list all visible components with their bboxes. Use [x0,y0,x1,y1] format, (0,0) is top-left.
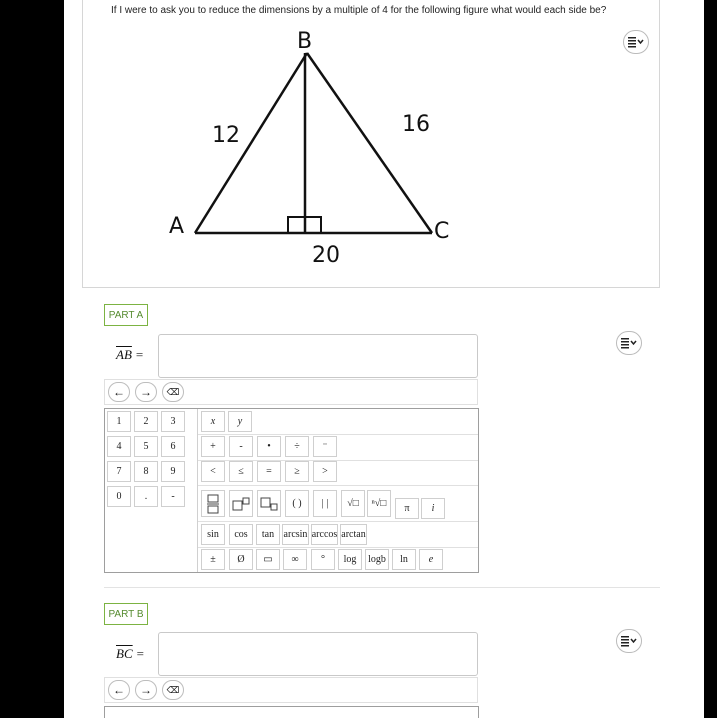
part-b-label: PART B [104,603,148,625]
key-0[interactable]: 0 [107,486,131,507]
key-greater-than[interactable]: > [313,461,337,482]
question-text: If I were to ask you to reduce the dimensions by a multiple of 4 for the following figure what would each side be? [111,5,607,16]
key-y[interactable]: y [228,411,252,432]
key-5[interactable]: 5 [134,436,158,457]
keypad-row-separator [198,434,478,435]
part-b-equation-label [116,646,144,662]
key-interval[interactable]: ▭ [256,549,280,570]
exponent-icon [232,497,250,511]
key-nth-root[interactable]: ⁿ√□ [367,490,391,517]
triangle-figure [164,28,544,273]
key-arccos[interactable]: arccos [311,524,338,545]
key-tan[interactable]: tan [256,524,280,545]
keypad-row-separator [198,521,478,522]
key-4[interactable]: 4 [107,436,131,457]
fraction-icon [207,494,219,514]
key-less-equal[interactable]: ≤ [229,461,253,482]
key-log-base[interactable]: logb [365,549,389,570]
part-a-nav-bar [104,379,478,405]
subscript-icon [260,497,278,511]
cursor-left-button[interactable]: ← [108,382,130,402]
delete-button[interactable]: ⌫ [162,382,184,402]
question-panel [64,0,704,718]
key-multiply[interactable]: • [257,436,281,457]
key-7[interactable]: 7 [107,461,131,482]
key-degree[interactable]: ° [311,549,335,570]
key-9[interactable]: 9 [161,461,185,482]
key-divide[interactable]: ÷ [285,436,309,457]
key-1[interactable]: 1 [107,411,131,432]
menu-list-icon [621,635,637,647]
key-minus[interactable]: - [229,436,253,457]
key-pi[interactable]: π [395,498,419,519]
key-fraction[interactable] [201,490,225,517]
key-x[interactable]: x [201,411,225,432]
part-b-keypad [104,706,479,718]
key-greater-equal[interactable]: ≥ [285,461,309,482]
vertex-b-label: B [297,29,313,54]
cursor-right-button[interactable]: → [135,680,157,700]
key-decimal[interactable]: . [134,486,158,507]
key-infinity[interactable]: ∞ [283,549,307,570]
key-less-than[interactable]: < [201,461,225,482]
delete-button[interactable]: ⌫ [162,680,184,700]
key-absolute-value[interactable]: | | [313,490,337,517]
side-ac-label: 20 [312,243,340,268]
part-a-menu-button[interactable] [616,331,642,355]
key-sin[interactable]: sin [201,524,225,545]
segment-bc: $\overline{BC}$ [116,646,133,661]
key-square-root[interactable]: √□ [341,490,365,517]
cursor-left-button[interactable]: ← [108,680,130,700]
key-cos[interactable]: cos [229,524,253,545]
part-a-keypad [104,408,479,573]
key-imaginary[interactable]: i [421,498,445,519]
part-b-menu-button[interactable] [616,629,642,653]
key-arcsin[interactable]: arcsin [282,524,309,545]
keypad-row-separator [198,547,478,548]
part-a-equation-label [116,347,143,363]
key-e[interactable]: e [419,549,443,570]
section-divider [104,587,660,588]
key-exponent[interactable] [229,490,253,517]
key-negative[interactable]: - [161,486,185,507]
vertex-a-label: A [169,214,185,239]
key-parentheses[interactable]: ( ) [285,490,309,517]
side-ab-label: 12 [212,123,240,148]
menu-list-icon [621,337,637,349]
part-a-label: PART A [104,304,148,326]
keypad-row-separator [198,485,478,486]
key-8[interactable]: 8 [134,461,158,482]
key-log[interactable]: log [338,549,362,570]
part-b-nav-bar [104,677,478,703]
part-b-answer-input[interactable] [158,632,478,676]
key-equals[interactable]: = [257,461,281,482]
equals-sign: = [136,646,144,661]
key-3[interactable]: 3 [161,411,185,432]
equals-sign: = [135,347,144,362]
key-ln[interactable]: ln [392,549,416,570]
question-menu-button[interactable] [623,30,649,54]
key-plus-minus[interactable]: ± [201,549,225,570]
key-subscript[interactable] [257,490,281,517]
key-superscript-minus[interactable]: ⁻ [313,436,337,457]
part-a-answer-input[interactable] [158,334,478,378]
vertex-c-label: C [434,219,450,244]
key-arctan[interactable]: arctan [340,524,367,545]
menu-list-icon [628,36,644,48]
side-bc-line [307,53,432,233]
key-6[interactable]: 6 [161,436,185,457]
key-plus[interactable]: + [201,436,225,457]
key-2[interactable]: 2 [134,411,158,432]
side-bc-label: 16 [402,112,430,137]
cursor-right-button[interactable]: → [135,382,157,402]
key-empty-set[interactable]: Ø [229,549,253,570]
segment-ab: $\overline{AB}$ [116,347,132,362]
